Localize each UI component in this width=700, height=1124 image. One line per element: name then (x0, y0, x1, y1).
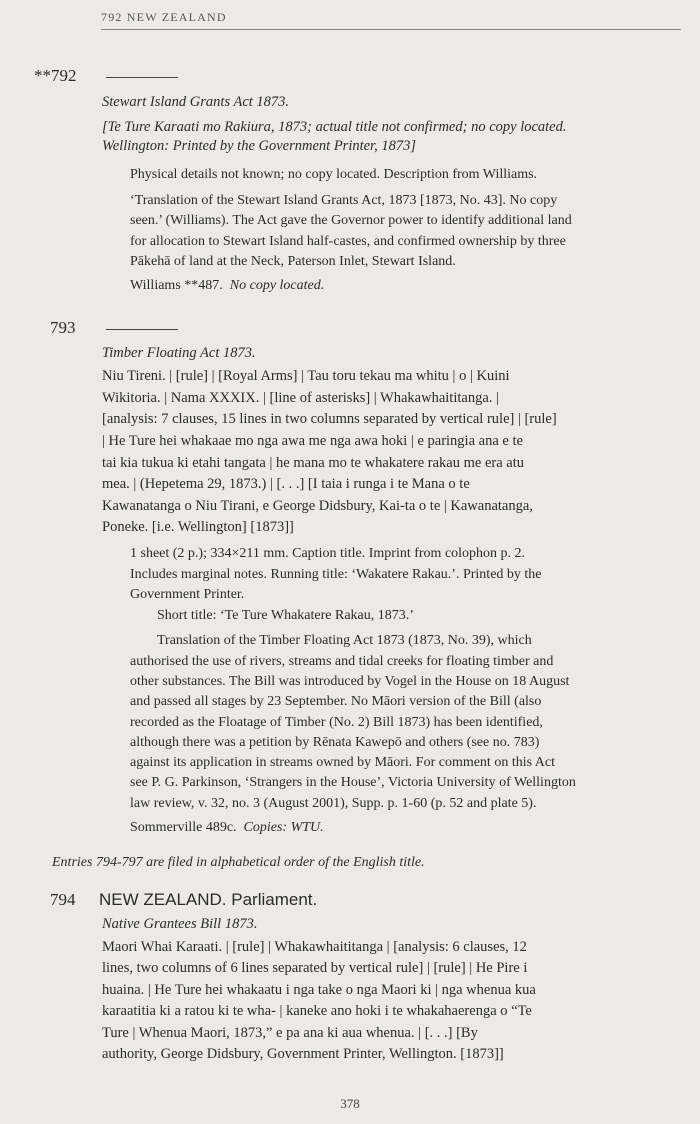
entry-note-line: recorded as the Floatage of Timber (No. 2) Bill 1873) has been identified, (130, 715, 543, 730)
entry-body-line: Ture | Whenua Maori, 1873,” e pa ana ki aua whenua. | [. . .] [By (102, 1025, 478, 1041)
entry-body-line: Maori Whai Karaati. | [rule] | Whakawhaititanga | [analysis: 6 clauses, 12 (102, 939, 527, 955)
reference-source: Williams **487. (130, 278, 223, 293)
entry-body-line: huaina. | He Ture hei whakaatu i nga take o nga Maori ki | nga whenua kua (102, 982, 536, 998)
entry-title-794: Native Grantees Bill 1873. (102, 916, 258, 932)
entry-body-line: mea. | (Hepetema 29, 1873.) | [. . .] [I taia i runga i te Mana o te (102, 476, 470, 492)
filing-note: Entries 794-797 are filed in alphabetical order of the English title. (52, 855, 425, 870)
entry-title-792: Stewart Island Grants Act 1873. (102, 94, 290, 110)
entry-note-line: law review, v. 32, no. 3 (August 2001), Supp. p. 1-60 (p. 52 and plate 5). (130, 796, 537, 811)
entry-body-line: karaatitia ki a ratou ki te wha- | kaneke ano hoki i te whakahaerenga o “Te (102, 1003, 532, 1019)
reference-source: Sommerville 489c. (130, 820, 237, 835)
entry-note-line: Pākehā of land at the Neck, Paterson Inlet, Stewart Island. (130, 254, 456, 269)
entry-note-line: and passed all stages by 23 September. No Māori version of the Bill (also (130, 694, 542, 709)
entry-title-793: Timber Floating Act 1873. (102, 345, 256, 361)
entry-note-line: Physical details not known; no copy located. Description from Williams. (130, 167, 538, 182)
entry-body-line: Kawanatanga o Niu Tirani, e George Didsbury, Kai-ta o te | Kawanatanga, (102, 498, 533, 514)
entry-body-line: [analysis: 7 clauses, 15 lines in two columns separated by vertical rule] | [rule] (102, 411, 557, 427)
entry-body-line: Niu Tireni. | [rule] | [Royal Arms] | Tau toru tekau ma whitu | o | Kuini (102, 368, 510, 384)
entry-heading-794: NEW ZEALAND. Parliament. (99, 890, 318, 909)
entry-imprint-line: Wellington: Printed by the Government Printer, 1873] (102, 138, 416, 154)
entry-note-line: other substances. The Bill was introduced by Vogel in the House on 18 August (130, 674, 570, 689)
entry-desc-line: Government Printer. (130, 587, 245, 602)
entry-desc-line: 1 sheet (2 p.); 334×211 mm. Caption title. Imprint from colophon p. 2. (130, 546, 526, 561)
entry-number-794: 794 (50, 890, 76, 909)
entry-number-792: **792 (34, 66, 77, 85)
entry-rule-792 (106, 77, 178, 78)
running-head: 792 NEW ZEALAND (101, 10, 681, 30)
entry-note-line: see P. G. Parkinson, ‘Strangers in the House’, Victoria University of Wellington (130, 775, 576, 790)
entry-desc-line: Includes marginal notes. Running title: ‘Wakatere Rakau.’. Printed by the (130, 567, 542, 582)
entry-note-line: ‘Translation of the Stewart Island Grants Act, 1873 [1873, No. 43]. No copy (130, 193, 558, 208)
entry-note-line: against its application in streams owned by Māori. For comment on this Act (130, 755, 555, 770)
entry-note-line: seen.’ (Williams). The Act gave the Governor power to identify additional land (130, 213, 572, 228)
entry-note-line: authorised the use of rivers, streams and tidal creeks for floating timber and (130, 654, 554, 669)
page-number: 378 (340, 1096, 360, 1111)
entry-number-793: 793 (50, 318, 76, 337)
entry-reference (130, 817, 684, 838)
short-title: Short title: ‘Te Ture Whakatere Rakau, 1873.’ (157, 608, 414, 623)
entry-note-line: Translation of the Timber Floating Act 1873 (1873, No. 39), which (157, 633, 532, 648)
entry-body-line: lines, two columns of 6 lines separated by vertical rule] | [rule] | He Pire i (102, 960, 528, 976)
entry-imprint-line: [Te Ture Karaati mo Rakiura, 1873; actual title not confirmed; no copy located. (102, 119, 567, 135)
entry-body-line: Poneke. [i.e. Wellington] [1873]] (102, 519, 294, 535)
reference-copies: Copies: WTU. (243, 820, 324, 835)
entry-body-line: authority, George Didsbury, Government Printer, Wellington. [1873]] (102, 1046, 504, 1062)
entry-note-line: although there was a petition by Rēnata Kawepō and others (see no. 783) (130, 735, 540, 750)
entry-body-line: tai kia tukua ki etahi tangata | he mana mo te whakatere rakau me era atu (102, 455, 525, 471)
entry-body-line: | He Ture hei whakaae mo nga awa me nga awa hoki | e paringia ana e te (102, 433, 523, 449)
entry-body-line: Wikitoria. | Nama XXXIX. | [line of asterisks] | Whakawhaititanga. | (102, 390, 499, 406)
reference-copies: No copy located. (229, 278, 325, 293)
entry-rule-793 (106, 329, 178, 330)
entry-note-line: for allocation to Stewart Island half-castes, and confirmed ownership by three (130, 234, 566, 249)
entry-reference (130, 275, 684, 296)
